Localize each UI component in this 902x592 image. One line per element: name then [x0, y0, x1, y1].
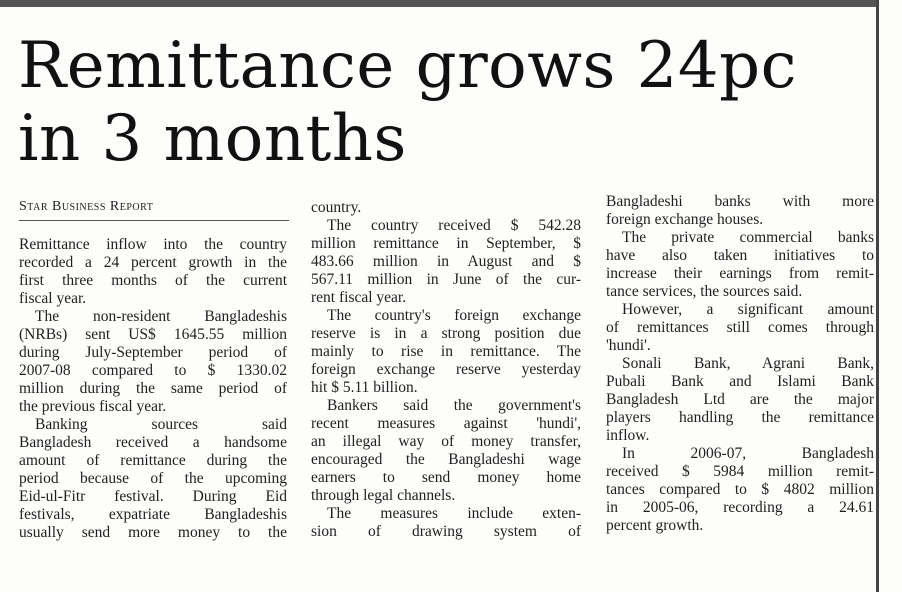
article-column-3 — [606, 193, 874, 535]
article-line: an illegal way of money transfer, — [311, 433, 581, 450]
article-line: Pubali Bank and Islami Bank — [606, 373, 874, 390]
article-line: first three months of the current — [19, 272, 287, 289]
article-line: players handling the remittance — [606, 409, 874, 426]
article-line: festivals, expatriate Bangladeshis — [19, 506, 287, 523]
article-line: in 2005-06, recording a 24.61 — [606, 499, 874, 516]
article-line: Sonali Bank, Agrani Bank, — [622, 355, 874, 372]
article-line: recent measures against 'hundi', — [311, 415, 581, 432]
article-line: 483.66 million in August and $ — [311, 253, 581, 270]
article-line: reserve is in a strong position due — [311, 325, 581, 342]
article-line: amount of remittance during the — [19, 452, 287, 469]
article-line: Bangladesh Ltd are the major — [606, 391, 874, 408]
article-line: usually send more money to the — [19, 524, 287, 541]
article-line: recorded a 24 percent growth in the — [19, 254, 287, 271]
top-border-rule — [0, 0, 876, 7]
article-line: The country's foreign exchange — [327, 307, 581, 324]
article-line: 'hundi'. — [606, 337, 651, 354]
article-line: hit $ 5.11 billion. — [311, 379, 418, 396]
article-line: The measures include exten- — [327, 505, 581, 522]
article-line: million during the same period of — [19, 380, 287, 397]
article-line: through legal channels. — [311, 487, 456, 504]
byline: Star Business Report — [19, 199, 289, 221]
article-line: inflow. — [606, 427, 650, 444]
article-line: In 2006-07, Bangladesh — [622, 445, 874, 462]
headline — [18, 30, 868, 176]
article-line: Remittance inflow into the country — [19, 236, 287, 253]
article-line: during July-September period of — [19, 344, 287, 361]
article-line: Banking sources said — [35, 416, 287, 433]
article-line: period because of the upcoming — [19, 470, 287, 487]
article-line: The non-resident Bangladeshis — [35, 308, 287, 325]
headline-line-1: Remittance grows 24pc — [18, 29, 797, 103]
article-line: The private commercial banks — [622, 229, 874, 246]
article-line: 2007-08 compared to $ 1330.02 — [19, 362, 287, 379]
article-line: Bangladesh received a handsome — [19, 434, 287, 451]
article-line: million remittance in September, $ — [311, 235, 581, 252]
article-line: received $ 5984 million remit- — [606, 463, 874, 480]
article-line: Bankers said the government's — [327, 397, 581, 414]
article-line: have also taken initiatives to — [606, 247, 874, 264]
article-line: tances compared to $ 4802 million — [606, 481, 874, 498]
article-line: mainly to rise in remittance. The — [311, 343, 581, 360]
article-line: encouraged the Bangladeshi wage — [311, 451, 581, 468]
right-border-rule — [876, 0, 879, 592]
article-line: (NRBs) sent US$ 1645.55 million — [19, 326, 287, 343]
article-line: increase their earnings from remit- — [606, 265, 874, 282]
article-column-1 — [19, 236, 287, 542]
article-line: the previous fiscal year. — [19, 398, 167, 415]
article-line: percent growth. — [606, 517, 704, 534]
headline-line-2: in 3 months — [18, 102, 407, 176]
article-line: The country received $ 542.28 — [327, 217, 581, 234]
article-line: of remittances still comes through — [606, 319, 874, 336]
article-line: fiscal year. — [19, 290, 87, 307]
article-line: However, a significant amount — [622, 301, 874, 318]
article-line: Bangladeshi banks with more — [606, 193, 874, 210]
article-line: foreign exchange reserve yesterday — [311, 361, 581, 378]
article-line: rent fiscal year. — [311, 289, 407, 306]
article-line: foreign exchange houses. — [606, 211, 764, 228]
article-line: 567.11 million in June of the cur- — [311, 271, 581, 288]
article-line: sion of drawing system of — [311, 523, 581, 540]
article-column-2 — [311, 199, 581, 541]
article-line: country. — [311, 199, 362, 216]
article-line: earners to send money home — [311, 469, 581, 486]
article-line: Eid-ul-Fitr festival. During Eid — [19, 488, 287, 505]
article-line: tance services, the sources said. — [606, 283, 803, 300]
